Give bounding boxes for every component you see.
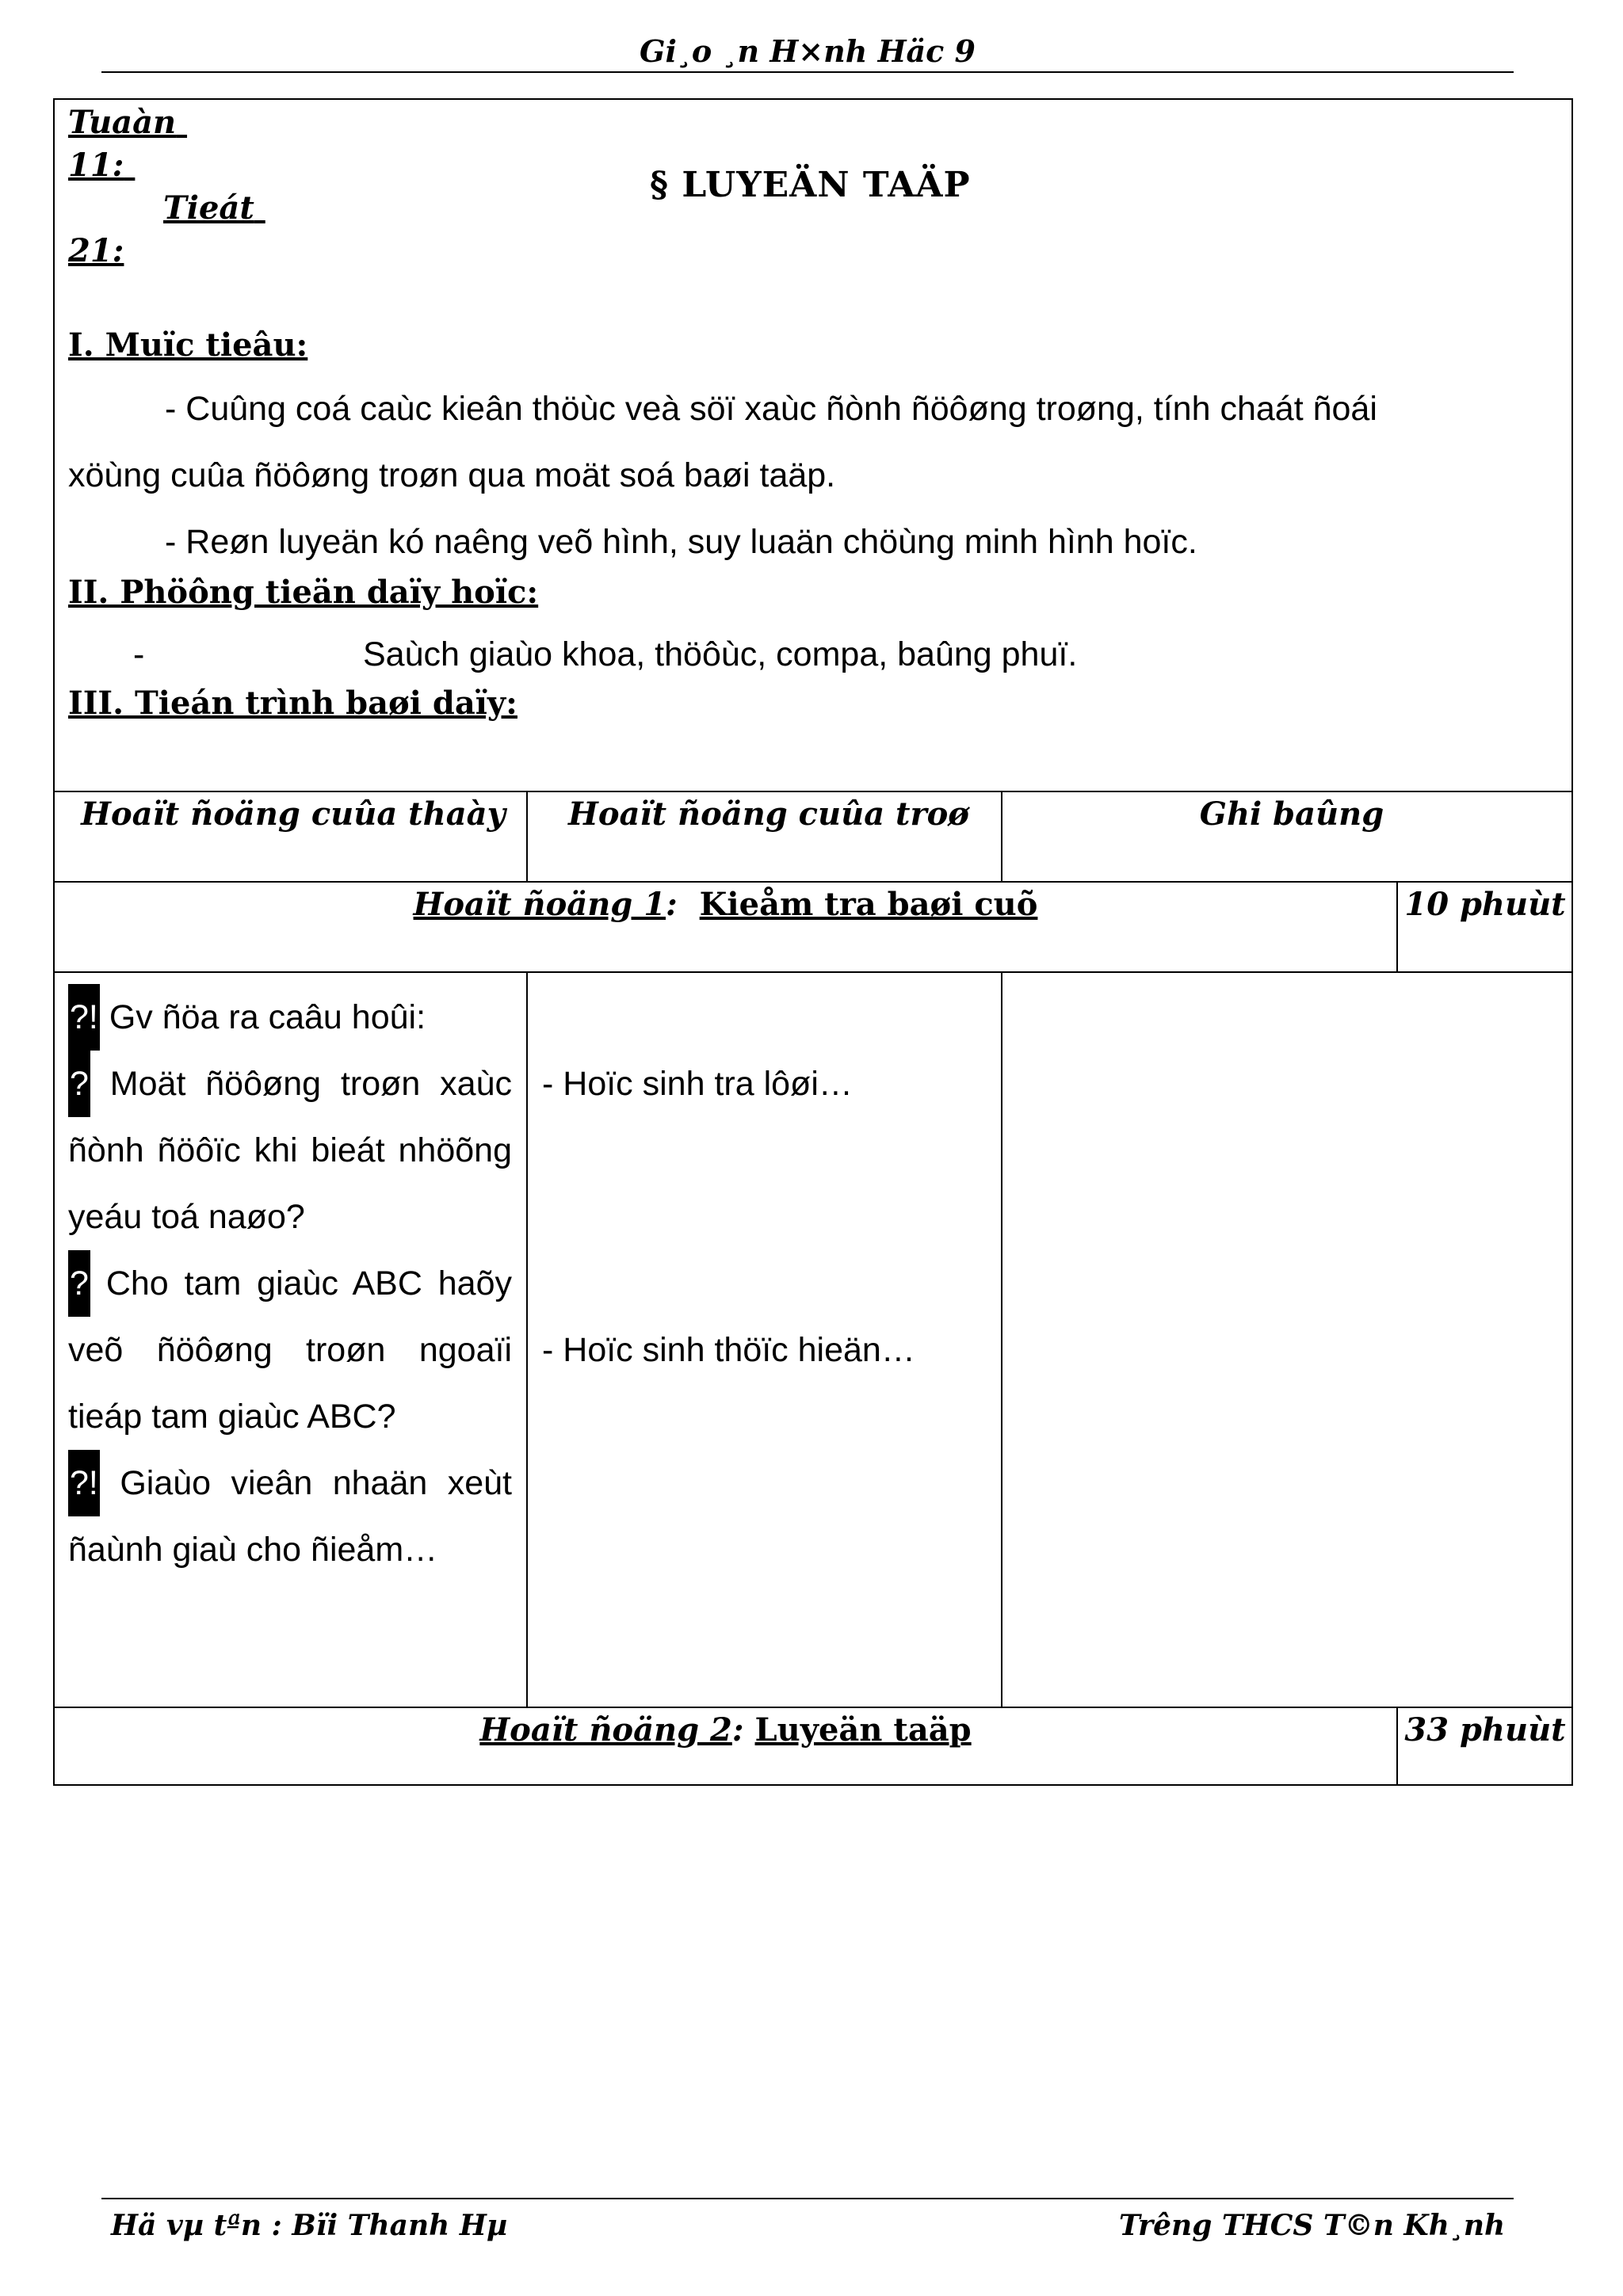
footer-rule — [101, 2198, 1514, 2199]
header-board: Ghi baûng — [1199, 795, 1384, 833]
lesson-title: § LUYEÄN TAÄP — [650, 165, 971, 205]
objective-1-line-b: xöùng cuûa ñöôøng troøn qua moät soá baøi taäp. — [68, 456, 836, 494]
activity-1-name: Kieåm tra baøi cuõ — [699, 886, 1038, 923]
question-marker: ?! — [68, 984, 100, 1051]
objective-1-line-a: - Cuûng coá caùc kieân thöùc veà söï xaùc ñònh ñöôøng troøng, tính chaát ñoái — [165, 390, 1377, 428]
activity-1-time: 10 phuùt — [1404, 886, 1566, 923]
teacher-question-2: Cho tam giaùc ABC haõy veõ ñöôøng troøn ngoaïi tieáp tam giaùc ABC? — [68, 1264, 512, 1436]
week-number: 11: — [68, 147, 124, 184]
activity-1-label: Hoaït ñoäng 1 — [413, 886, 666, 923]
page-header-title: Gi¸o ¸n H×nh Häc 9 — [640, 33, 976, 69]
header-rule — [101, 71, 1514, 73]
teacher-question-3: Giaùo vieân nhaän xeùt ñaùnh giaù cho ñieåm… — [68, 1464, 512, 1569]
tools-dash: - — [133, 635, 145, 673]
process-heading: III. Tieán trình baøi daïy: — [68, 685, 517, 722]
objective-2: - Reøn luyeän kó naêng veõ hình, suy luaän chöùng minh hình hoïc. — [165, 523, 1197, 561]
activity-2-time: 33 phuùt — [1404, 1711, 1566, 1749]
student-answer-1: - Hoïc sinh tra lôøi… — [542, 1065, 853, 1103]
footer-author: Hä vµ tªn : Bïi Thanh Hµ — [111, 2209, 508, 2242]
col-divider-1b — [526, 971, 528, 1708]
tools-text: Saùch giaùo khoa, thöôùc, compa, baûng phuï. — [363, 635, 1078, 673]
footer-school: Trêng THCS T©n Kh¸nh — [1119, 2209, 1506, 2242]
teacher-question-1: Moät ñöôøng troøn xaùc ñònh ñöôïc khi bieát nhöõng yeáu toá naøo? — [68, 1065, 513, 1236]
col-divider-2b — [1001, 971, 1002, 1708]
header-teacher: Hoaït ñoäng cuûa thaày — [81, 795, 506, 833]
teacher-line-1: Gv ñöa ra caâu hoûi: — [109, 998, 426, 1036]
question-marker: ? — [68, 1051, 90, 1117]
header-student: Hoaït ñoäng cuûa troø — [568, 795, 969, 833]
question-marker: ?! — [68, 1450, 100, 1516]
week-period-block — [68, 101, 265, 273]
week-label: Tuaàn — [68, 104, 177, 141]
period-number: 21: — [68, 232, 124, 269]
activity-2-title: Hoaït ñoäng 2: Luyeän taäp — [479, 1711, 972, 1749]
activity-1-row-rule — [53, 971, 1573, 973]
student-answer-2: - Hoïc sinh thöïc hieän… — [542, 1331, 915, 1369]
activity-2-name: Luyeän taäp — [754, 1711, 972, 1749]
activity-2-label: Hoaït ñoäng 2 — [479, 1711, 732, 1749]
period-label: Tieát — [163, 189, 254, 227]
question-marker: ? — [68, 1250, 90, 1317]
tools-heading: II. Phöông tieän daïy hoïc: — [68, 574, 539, 611]
objectives-heading: I. Muïc tieâu: — [68, 326, 308, 364]
activity-1-title: Hoaït ñoäng 1: Kieåm tra baøi cuõ — [413, 886, 1038, 923]
col-divider-1a — [526, 791, 528, 883]
teacher-activity-cell — [68, 984, 512, 1583]
col-divider-2a — [1001, 791, 1002, 883]
